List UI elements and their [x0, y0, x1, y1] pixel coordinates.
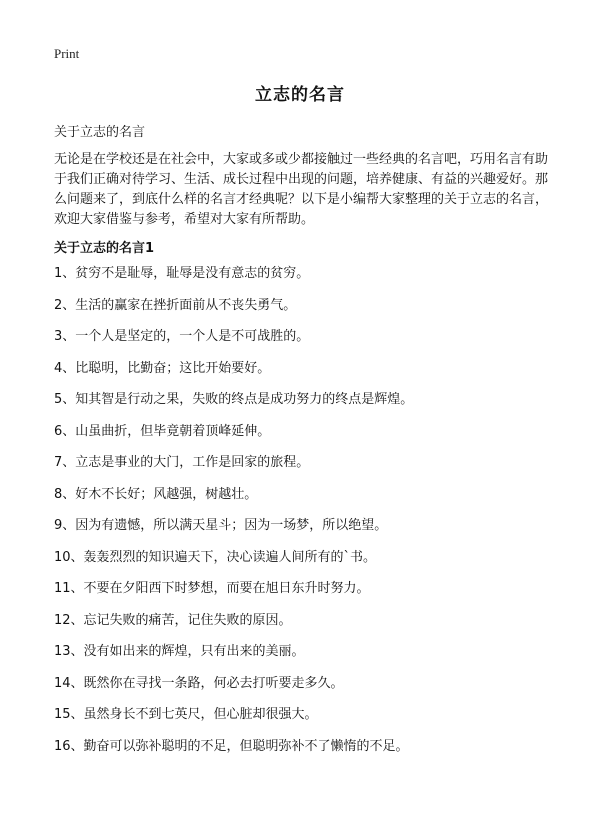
quote-item: 16、勤奋可以弥补聪明的不足，但聪明弥补不了懒惰的不足。: [54, 738, 409, 754]
section-heading: 关于立志的名言1: [54, 241, 155, 256]
quote-item: 5、知其智是行动之果，失败的终点是成功努力的终点是辉煌。: [54, 392, 414, 407]
quote-item: 14、既然你在寻找一条路，何必去打听要走多久。: [54, 675, 344, 691]
quote-item: 8、好木不长好；风越强，树越壮。: [54, 486, 258, 502]
article-subtitle: 关于立志的名言: [54, 125, 146, 140]
page-title: 立志的名言: [255, 85, 345, 105]
quote-list: [54, 266, 574, 770]
quote-item: 10、轰轰烈烈的知识遍天下，决心读遍人间所有的`书。: [54, 549, 377, 565]
quote-item: 2、生活的赢家在挫折面前从不丧失勇气。: [54, 297, 297, 313]
quote-item: 3、一个人是坚定的，一个人是不可战胜的。: [54, 329, 310, 344]
quote-item: 15、虽然身长不到七英尺，但心脏却很强大。: [54, 707, 318, 722]
quote-item: 9、因为有遗憾，所以满天星斗；因为一场梦，所以绝望。: [54, 518, 388, 533]
print-link[interactable]: Print: [54, 46, 80, 61]
quote-item: 6、山虽曲折，但毕竟朝着顶峰延伸。: [54, 423, 271, 439]
quote-item: 7、立志是事业的大门，工作是回家的旅程。: [54, 455, 310, 470]
quote-item: 13、没有如出来的辉煌，只有出来的美丽。: [54, 644, 305, 659]
quote-item: 4、比聪明，比勤奋；这比开始要好。: [54, 360, 271, 376]
quote-item: 1、贫穷不是耻辱，耻辱是没有意志的贫穷。: [54, 266, 310, 281]
quote-item: 11、不要在夕阳西下时梦想，而要在旭日东升时努力。: [54, 581, 370, 596]
intro-paragraph: 无论是在学校还是在社会中，大家或多或少都接触过一些经典的名言吧，巧用名言有助于我们正确对待学习、生活、成长过程中出现的问题，培养健康、有益的兴趣爱好。那么问题来了，到底什么样的名言才经典呢？以下是小编帮大家整理的关于立志的名言，欢迎大家借鉴与参考，希望对大家有所帮助。: [54, 152, 549, 227]
quote-item: 12、忘记失败的痛苦，记住失败的原因。: [54, 612, 292, 628]
